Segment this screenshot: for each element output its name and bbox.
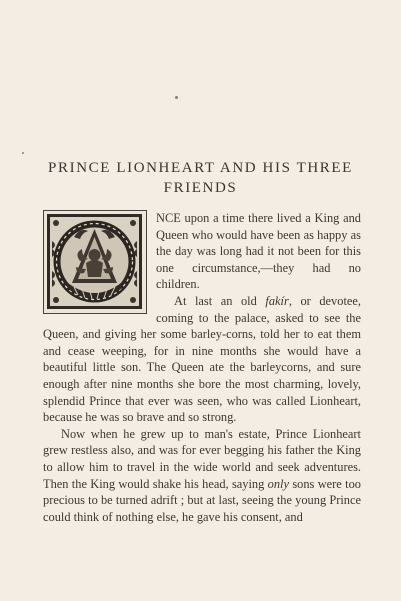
paragraph-3-text-after: sons were too precious to be turned adrift ; but at last, seeing the young Prince could think of nothing else, he gave his consent, and <box>43 476 361 524</box>
paragraph-3-text-before: Now when he grew up to man's estate, Prince Lionheart grew restless also, and was for ever begging his father the King to allow him to travel in the wide world and seek adventures. Then the King would shake his head, saying <box>43 426 361 491</box>
ornamental-initial <box>43 210 147 314</box>
paragraph-2-text-after: , or devotee, coming to the palace, asked to see the Queen, and giving her some barley-corns, told her to eat them and cease weeping, for in nine months she would have a beautiful little son. The Queen ate the barleycorns, and sure enough after nine months she bore the most charming, lovely, splendid Prince that ever was seen, who was called Lionheart, because he was so brave and so strong. <box>43 293 361 425</box>
story-text <box>43 210 361 525</box>
paragraph-2-text-before: At last an old <box>174 293 266 308</box>
paragraph-3 <box>43 426 361 526</box>
chapter-title-line-2: FRIENDS <box>163 180 238 196</box>
paragraph-3-emphasis: only <box>267 476 289 491</box>
paragraph-1-text: NCE upon a time there lived a King and Queen who would have been as happy as the day was long had it not been for this one circumstance,—they had no children. <box>156 211 361 292</box>
chapter-title-line-1: PRINCE LIONHEART AND HIS THREE <box>48 160 353 176</box>
paragraph-2-emphasis: fakír <box>265 293 289 308</box>
paper-speck <box>22 152 24 154</box>
chapter-title <box>20 158 381 198</box>
ornamental-initial-o-icon <box>44 211 145 312</box>
paper-speck <box>175 96 178 99</box>
